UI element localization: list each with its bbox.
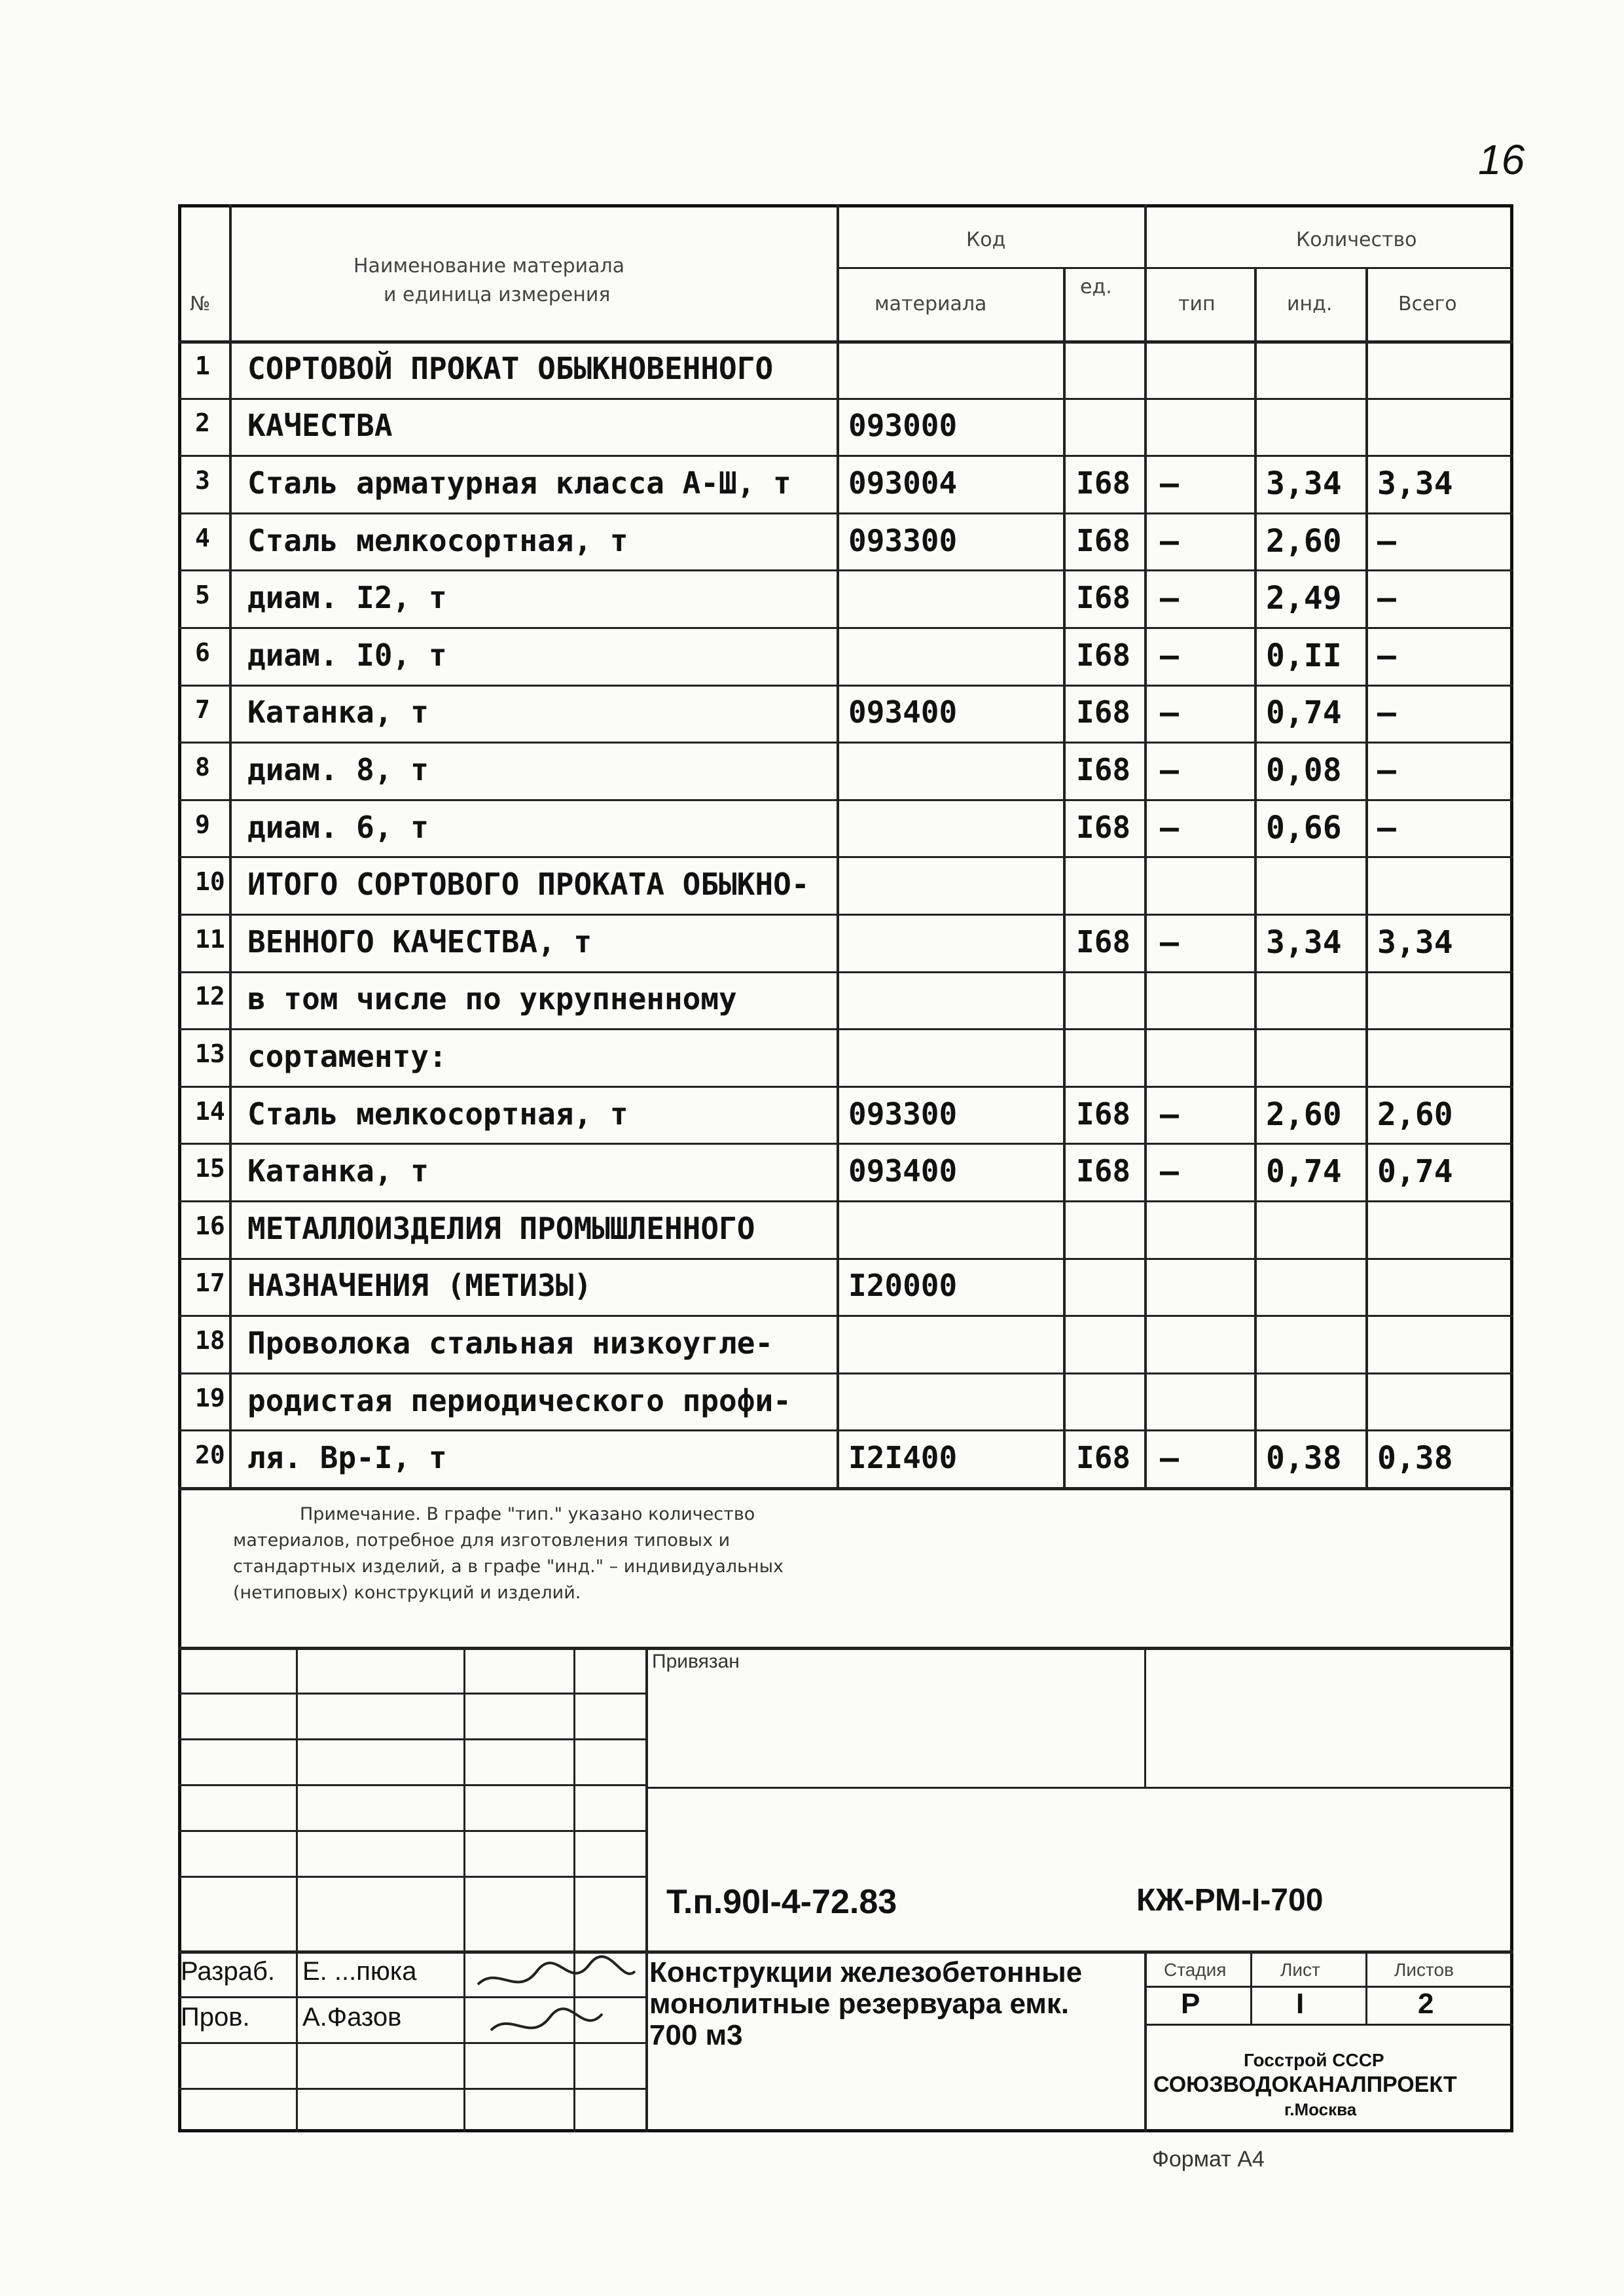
row-divider <box>178 1315 1513 1317</box>
qty-ind: 0,66 <box>1266 809 1342 846</box>
row-number: 9 <box>195 810 210 839</box>
tb-row-6 <box>178 1950 1513 1954</box>
material-name: НАЗНАЧЕНИЯ (МЕТИЗЫ) <box>247 1268 592 1304</box>
material-code: I20000 <box>848 1268 958 1304</box>
material-name: в том числе по укрупненному <box>247 981 737 1017</box>
qty-ind: 3,34 <box>1266 465 1342 502</box>
signature-mark <box>471 1952 641 2056</box>
material-name: СОРТОВОЙ ПРОКАТ ОБЫКНОВЕННОГО <box>247 350 774 386</box>
doc-title-line-1: Конструкции железобетонные <box>649 1956 1083 1988</box>
material-name: Катанка, т <box>247 1153 429 1189</box>
qty-total: 3,34 <box>1377 465 1453 502</box>
qty-type: – <box>1160 694 1179 732</box>
qty-total: – <box>1377 522 1396 560</box>
col-line-tip <box>1254 267 1257 1487</box>
row-number: 7 <box>195 695 210 725</box>
title-block-top <box>178 1647 1513 1650</box>
col-line-ind <box>1365 267 1368 1487</box>
material-name: родистая периодического профи- <box>247 1382 791 1418</box>
header-subdivider <box>837 267 1513 269</box>
row-divider <box>178 971 1513 973</box>
doc-title-line-2: монолитные резервуара емк. <box>649 1988 1070 2020</box>
row-number: 11 <box>195 924 225 954</box>
qty-total: – <box>1377 637 1396 674</box>
col-line-rownum <box>229 204 232 1487</box>
row-number: 15 <box>195 1154 225 1183</box>
tb-grid-v2 <box>463 1647 465 2132</box>
row-divider <box>178 1258 1513 1260</box>
row-divider <box>178 685 1513 687</box>
material-name: диам. I2, т <box>247 580 447 616</box>
material-code: 093300 <box>848 1096 958 1132</box>
row-number: 5 <box>195 581 210 610</box>
row-divider <box>178 627 1513 629</box>
org-line-2: СОЮЗВОДОКАНАЛПРОЕКТ <box>1153 2072 1457 2097</box>
material-name: сортаменту: <box>247 1039 447 1074</box>
material-code: 093400 <box>848 694 958 730</box>
qty-total: – <box>1377 580 1396 617</box>
qty-total: – <box>1377 694 1396 732</box>
tb-grid-v1 <box>296 1647 298 2132</box>
header-qty: Количество <box>1296 228 1417 251</box>
header-qty-type: тип <box>1178 293 1216 315</box>
material-name: диам. I0, т <box>247 637 447 673</box>
row-number: 14 <box>195 1096 225 1126</box>
unit-code: I68 <box>1076 694 1131 730</box>
stage-label: Стадия <box>1164 1960 1227 1980</box>
row-divider <box>178 742 1513 744</box>
row-divider <box>178 569 1513 571</box>
unit-code: I68 <box>1076 809 1131 845</box>
qty-type: – <box>1160 1096 1179 1133</box>
row-number: 20 <box>195 1441 225 1470</box>
qty-total: – <box>1377 752 1396 789</box>
material-code: 093004 <box>848 465 958 501</box>
tb-row-3 <box>178 1784 645 1786</box>
row-number: 4 <box>195 523 210 552</box>
sheet-label: Лист <box>1280 1960 1320 1980</box>
row-divider <box>178 398 1513 400</box>
tb-grid-v4 <box>645 1647 648 2132</box>
header-code-material: материала <box>875 293 987 315</box>
row-divider <box>178 1086 1513 1088</box>
row-number: 8 <box>195 753 210 781</box>
role-checker: Пров. <box>181 2003 250 2032</box>
qty-ind: 2,60 <box>1266 522 1342 560</box>
stage-div-1 <box>1250 1950 1252 2024</box>
material-name: диам. 6, т <box>247 809 429 845</box>
material-code: I2I400 <box>848 1440 958 1476</box>
unit-code: I68 <box>1076 580 1131 616</box>
name-developer: Е. ...пюка <box>302 1957 417 1986</box>
material-code: 093400 <box>848 1153 958 1189</box>
unit-code: I68 <box>1076 522 1131 558</box>
privyazan-bottom <box>645 1787 1513 1789</box>
tb-grid-v3 <box>573 1647 575 2132</box>
row-divider <box>178 799 1513 801</box>
unit-code: I68 <box>1076 1153 1131 1189</box>
header-qty-total: Всего <box>1398 293 1457 315</box>
stage-row-bottom <box>1144 2024 1513 2026</box>
row-number: 13 <box>195 1039 225 1068</box>
qty-type: – <box>1160 1440 1179 1477</box>
sheets-label: Листов <box>1394 1960 1454 1980</box>
sheet-value: I <box>1296 1988 1305 2020</box>
stage-value: Р <box>1181 1988 1200 2020</box>
header-code: Код <box>966 228 1006 251</box>
header-name-line2: и единица измерения <box>384 283 611 306</box>
material-name: Сталь мелкосортная, т <box>247 522 628 558</box>
row-number: 1 <box>195 351 210 380</box>
tb-row-9 <box>178 2088 645 2090</box>
material-name: Сталь арматурная класса А-Ш, т <box>247 465 791 501</box>
note-line-3: стандартных изделий, а в графе "инд." – индивидуальных <box>233 1556 784 1577</box>
row-divider <box>178 1372 1513 1374</box>
qty-type: – <box>1160 809 1179 846</box>
material-name: КАЧЕСТВА <box>247 408 393 444</box>
material-name: ИТОГО СОРТОВОГО ПРОКАТА ОБЫКНО- <box>247 867 810 903</box>
qty-total: 2,60 <box>1377 1096 1453 1133</box>
row-number: 16 <box>195 1211 225 1240</box>
page-number: 16 <box>1478 136 1525 183</box>
row-number: 2 <box>195 408 210 438</box>
doc-code: Т.п.90I-4-72.83 <box>666 1883 897 1921</box>
row-divider <box>178 856 1513 858</box>
header-name-line1: Наименование материала <box>353 255 625 278</box>
header-code-unit: ед. <box>1080 276 1112 298</box>
tb-row-5 <box>178 1876 645 1878</box>
org-line-3: г.Москва <box>1284 2100 1357 2119</box>
row-number: 6 <box>195 637 210 667</box>
role-developer: Разраб. <box>181 1957 276 1986</box>
qty-type: – <box>1160 637 1179 674</box>
tb-row-2 <box>178 1738 645 1740</box>
qty-type: – <box>1160 924 1179 961</box>
privyazan-label: Привязан <box>652 1651 740 1672</box>
note-top-line <box>178 1487 1513 1490</box>
row-number: 19 <box>195 1383 225 1412</box>
col-line-unit <box>1063 267 1066 1487</box>
tb-row-4 <box>178 1830 645 1832</box>
row-divider <box>178 1429 1513 1431</box>
qty-type: – <box>1160 1153 1179 1191</box>
qty-ind: 2,60 <box>1266 1096 1342 1133</box>
material-name: Проволока стальная низкоугле- <box>247 1325 774 1361</box>
row-divider <box>178 1200 1513 1202</box>
tb-row-1 <box>178 1693 645 1695</box>
qty-total: 3,34 <box>1377 924 1453 961</box>
doc-title-line-3: 700 м3 <box>649 2019 743 2051</box>
format-label: Формат А4 <box>1152 2147 1265 2172</box>
row-number: 17 <box>195 1268 225 1298</box>
note-line-1: Примечание. В графе "тип." указано количество <box>300 1504 755 1524</box>
row-number: 3 <box>195 466 210 495</box>
qty-type: – <box>1160 580 1179 617</box>
row-divider <box>178 455 1513 457</box>
header-bottom-line <box>178 340 1513 344</box>
title-right-divider <box>1144 1950 1147 2132</box>
row-divider <box>178 1143 1513 1145</box>
material-name: МЕТАЛЛОИЗДЕЛИЯ ПРОМЫШЛЕННОГО <box>247 1210 755 1246</box>
row-divider <box>178 914 1513 916</box>
qty-ind: 0,II <box>1266 637 1342 674</box>
note-line-2: материалов, потребное для изготовления типовых и <box>233 1530 731 1551</box>
header-qty-ind: инд. <box>1287 293 1333 315</box>
doc-mark: КЖ-РМ-I-700 <box>1136 1883 1324 1918</box>
qty-total: 0,74 <box>1377 1153 1453 1191</box>
qty-ind: 0,08 <box>1266 752 1342 789</box>
material-name: диам. 8, т <box>247 752 429 787</box>
qty-ind: 0,38 <box>1266 1440 1342 1477</box>
qty-total: – <box>1377 809 1396 846</box>
qty-total: 0,38 <box>1377 1440 1453 1477</box>
material-code: 093300 <box>848 522 958 558</box>
row-number: 10 <box>195 867 225 897</box>
privyazan-divider <box>1144 1647 1146 1787</box>
material-name: Катанка, т <box>247 694 429 730</box>
qty-type: – <box>1160 465 1179 502</box>
row-divider <box>178 1028 1513 1030</box>
unit-code: I68 <box>1076 1096 1131 1132</box>
note-line-4: (нетиповых) конструкций и изделий. <box>233 1583 581 1603</box>
qty-type: – <box>1160 522 1179 560</box>
row-number: 12 <box>195 982 225 1011</box>
material-name: Сталь мелкосортная, т <box>247 1096 628 1132</box>
org-line-1: Госстрой СССР <box>1244 2050 1384 2070</box>
col-line-code <box>837 204 839 1487</box>
sheets-value: 2 <box>1418 1988 1434 2020</box>
material-name: ВЕННОГО КАЧЕСТВА, т <box>247 924 592 960</box>
unit-code: I68 <box>1076 465 1131 501</box>
qty-ind: 0,74 <box>1266 1153 1342 1191</box>
material-name: ля. Вр-I, т <box>247 1440 447 1476</box>
unit-code: I68 <box>1076 924 1131 960</box>
stage-div-2 <box>1365 1950 1367 2024</box>
qty-ind: 0,74 <box>1266 694 1342 732</box>
name-checker: А.Фазов <box>302 2003 402 2032</box>
col-line-qty <box>1144 204 1147 1487</box>
row-divider <box>178 512 1513 514</box>
material-code: 093000 <box>848 408 958 444</box>
qty-ind: 2,49 <box>1266 580 1342 617</box>
unit-code: I68 <box>1076 1440 1131 1476</box>
qty-ind: 3,34 <box>1266 924 1342 961</box>
unit-code: I68 <box>1076 637 1131 673</box>
row-number: 18 <box>195 1326 225 1355</box>
qty-type: – <box>1160 752 1179 789</box>
unit-code: I68 <box>1076 752 1131 787</box>
header-rownum: № <box>190 293 211 315</box>
